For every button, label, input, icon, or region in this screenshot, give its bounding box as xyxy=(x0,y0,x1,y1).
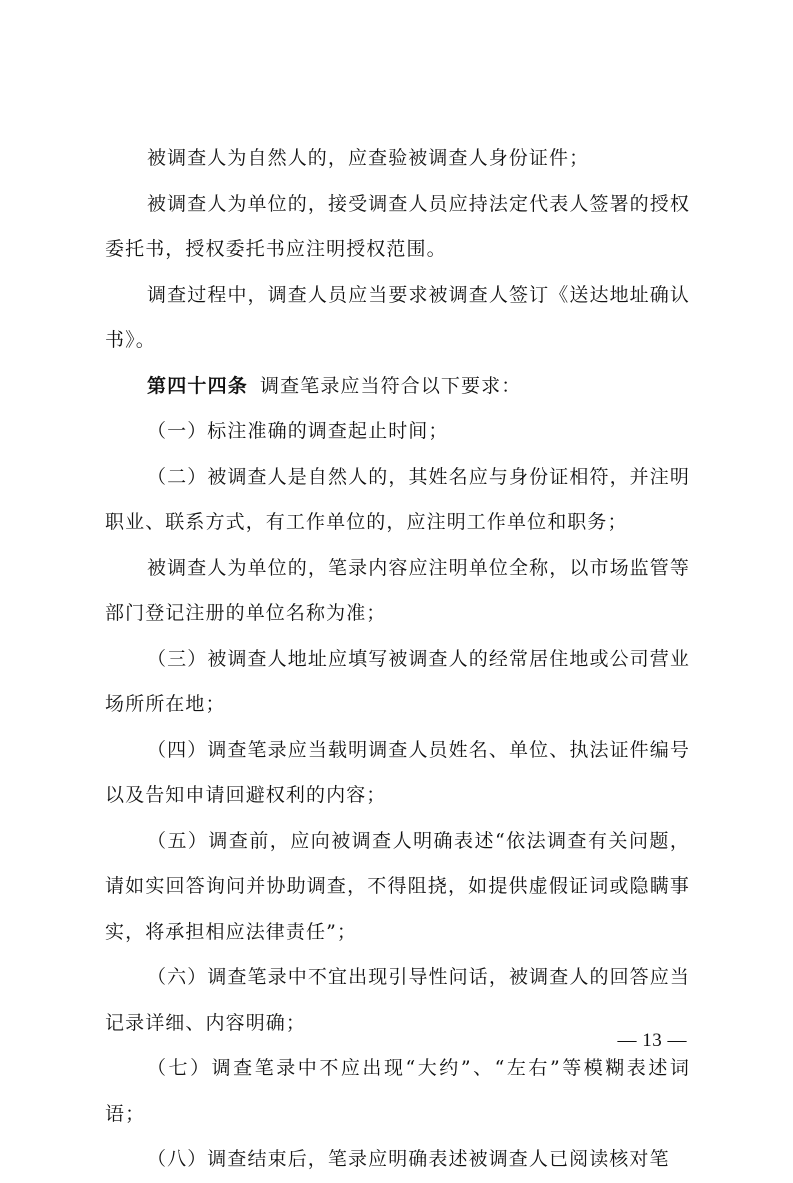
paragraph xyxy=(105,819,690,956)
paragraph xyxy=(105,182,690,273)
paragraph-text: 调查笔录应当符合以下要求： xyxy=(260,374,522,397)
document-body xyxy=(105,136,690,1183)
article-paragraph xyxy=(105,364,690,410)
paragraph-text: （五）调查前，应向被调查人明确表述“依法调查有关问题，请如实回答询问并协助调查，不得阻挠，如提供虚假证词或隐瞒事实，将承担相应法律责任”； xyxy=(105,829,690,943)
paragraph xyxy=(105,637,690,728)
paragraph xyxy=(105,1046,690,1137)
paragraph xyxy=(105,455,690,546)
article-label: 第四十四条 xyxy=(147,374,249,397)
paragraph-text: 被调查人为自然人的，应查验被调查人身份证件； xyxy=(147,147,590,169)
paragraph-text: （六）调查笔录中不宜出现引导性问话，被调查人的回答应当记录详细、内容明确； xyxy=(105,966,690,1034)
paragraph xyxy=(105,546,690,637)
paragraph-text: 被调查人为单位的，接受调查人员应持法定代表人签署的授权委托书，授权委托书应注明授权范围。 xyxy=(105,192,690,260)
paragraph xyxy=(105,409,690,455)
page-number: — 13 — xyxy=(617,1030,687,1051)
paragraph-text: （八）调查结束后，笔录应明确表述被调查人已阅读核对笔 xyxy=(147,1148,670,1170)
paragraph xyxy=(105,136,690,182)
paragraph-text: （四）调查笔录应当载明调查人员姓名、单位、执法证件编号以及告知申请回避权利的内容； xyxy=(105,738,690,806)
paragraph-text: （三）被调查人地址应填写被调查人的经常居住地或公司营业场所所在地； xyxy=(105,647,690,715)
paragraph xyxy=(105,273,690,364)
paragraph xyxy=(105,955,690,1046)
paragraph-text: 调查过程中，调查人员应当要求被调查人签订《送达地址确认书》。 xyxy=(105,283,690,351)
paragraph xyxy=(105,1137,690,1183)
paragraph-text: （一）标注准确的调查起止时间； xyxy=(147,420,449,442)
paragraph-text: （二）被调查人是自然人的，其姓名应与身份证相符，并注明职业、联系方式，有工作单位的，应注明工作单位和职务； xyxy=(105,465,690,533)
paragraph-text: 被调查人为单位的，笔录内容应注明单位全称，以市场监管等部门登记注册的单位名称为准； xyxy=(105,556,690,624)
paragraph-text: （七）调查笔录中不应出现“大约”、“左右”等模糊表述词语； xyxy=(105,1057,690,1125)
paragraph xyxy=(105,728,690,819)
